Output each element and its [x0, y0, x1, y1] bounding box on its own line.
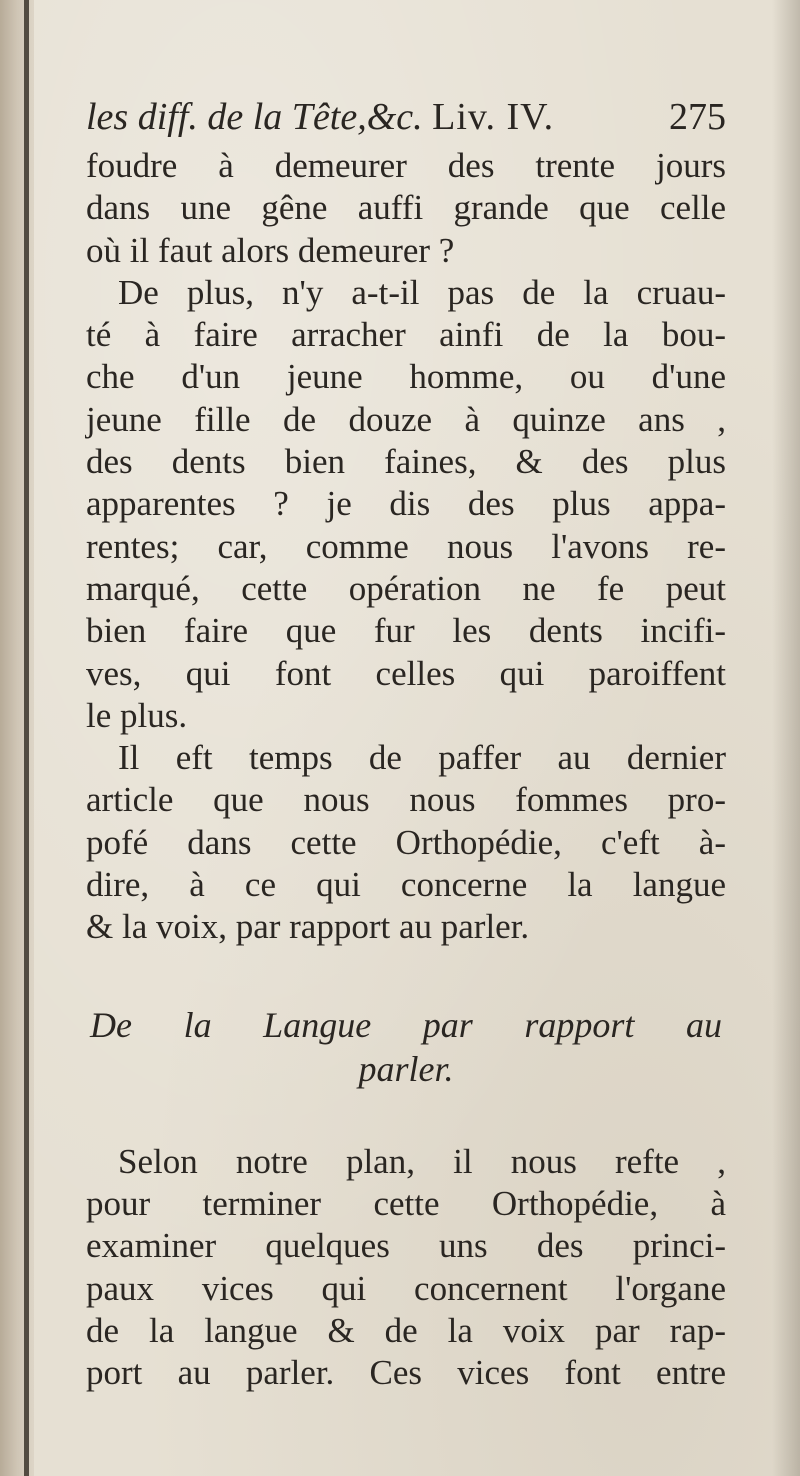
text-line: Il eft temps de paffer au dernier — [118, 738, 726, 778]
text-line: De plus, n'y a-t-il pas de la cruau- — [118, 272, 726, 312]
text-line: ves, qui font celles qui paroiffent — [86, 653, 726, 693]
text-line: foudre à demeurer des trente jours — [86, 146, 726, 185]
body-text-top — [86, 145, 726, 949]
text-line: té à faire arracher ainfi de la bou- — [86, 315, 726, 355]
text-line: apparentes ? je dis des plus appa- — [86, 484, 726, 524]
text-line: article que nous nous fommes pro- — [86, 780, 726, 820]
text-line: jeune fille de douze à quinze ans , — [86, 399, 726, 439]
text-line: Selon notre plan, il nous refte , — [118, 1141, 726, 1181]
page-number: 275 — [669, 96, 726, 138]
section-heading-line-1: De la Langue par rapport au — [90, 1004, 722, 1045]
text-line: pofé dans cette Orthopédie, c'eft à- — [86, 822, 726, 862]
book-indicator: Liv. IV. — [432, 96, 555, 138]
page-text-block — [86, 95, 726, 1394]
section-heading-line-2: parler. — [358, 1048, 454, 1089]
text-line: paux vices qui concernent l'organe — [86, 1268, 726, 1308]
text-line: che d'un jeune homme, ou d'une — [86, 357, 726, 397]
text-line: où il faut alors demeurer ? — [86, 230, 455, 270]
text-line: dire, à ce qui concerne la langue — [86, 865, 726, 905]
page-edge-shadow — [772, 0, 800, 1476]
binding-edge-line — [24, 0, 29, 1476]
text-line: & la voix, par rapport au parler. — [86, 907, 530, 947]
text-line: pour terminer cette Orthopédie, à — [86, 1183, 726, 1223]
running-title: les diff. de la Tête,&c. — [86, 96, 423, 138]
text-line: port au parler. Ces vices font entre — [86, 1353, 726, 1393]
text-line: le plus. — [86, 695, 188, 735]
text-line: rentes; car, comme nous l'avons re- — [86, 526, 726, 566]
section-heading — [86, 1003, 726, 1091]
text-line: marqué, cette opération ne fe peut — [86, 568, 726, 608]
text-line: des dents bien faines, & des plus — [86, 442, 726, 482]
body-text-bottom — [86, 1141, 726, 1395]
text-line: examiner quelques uns des princi- — [86, 1226, 726, 1266]
text-line: de la langue & de la voix par rap- — [86, 1310, 726, 1350]
running-header — [86, 95, 726, 139]
text-line: dans une gêne auffi grande que celle — [86, 188, 726, 228]
text-line: bien faire que fur les dents incifi- — [86, 611, 726, 651]
